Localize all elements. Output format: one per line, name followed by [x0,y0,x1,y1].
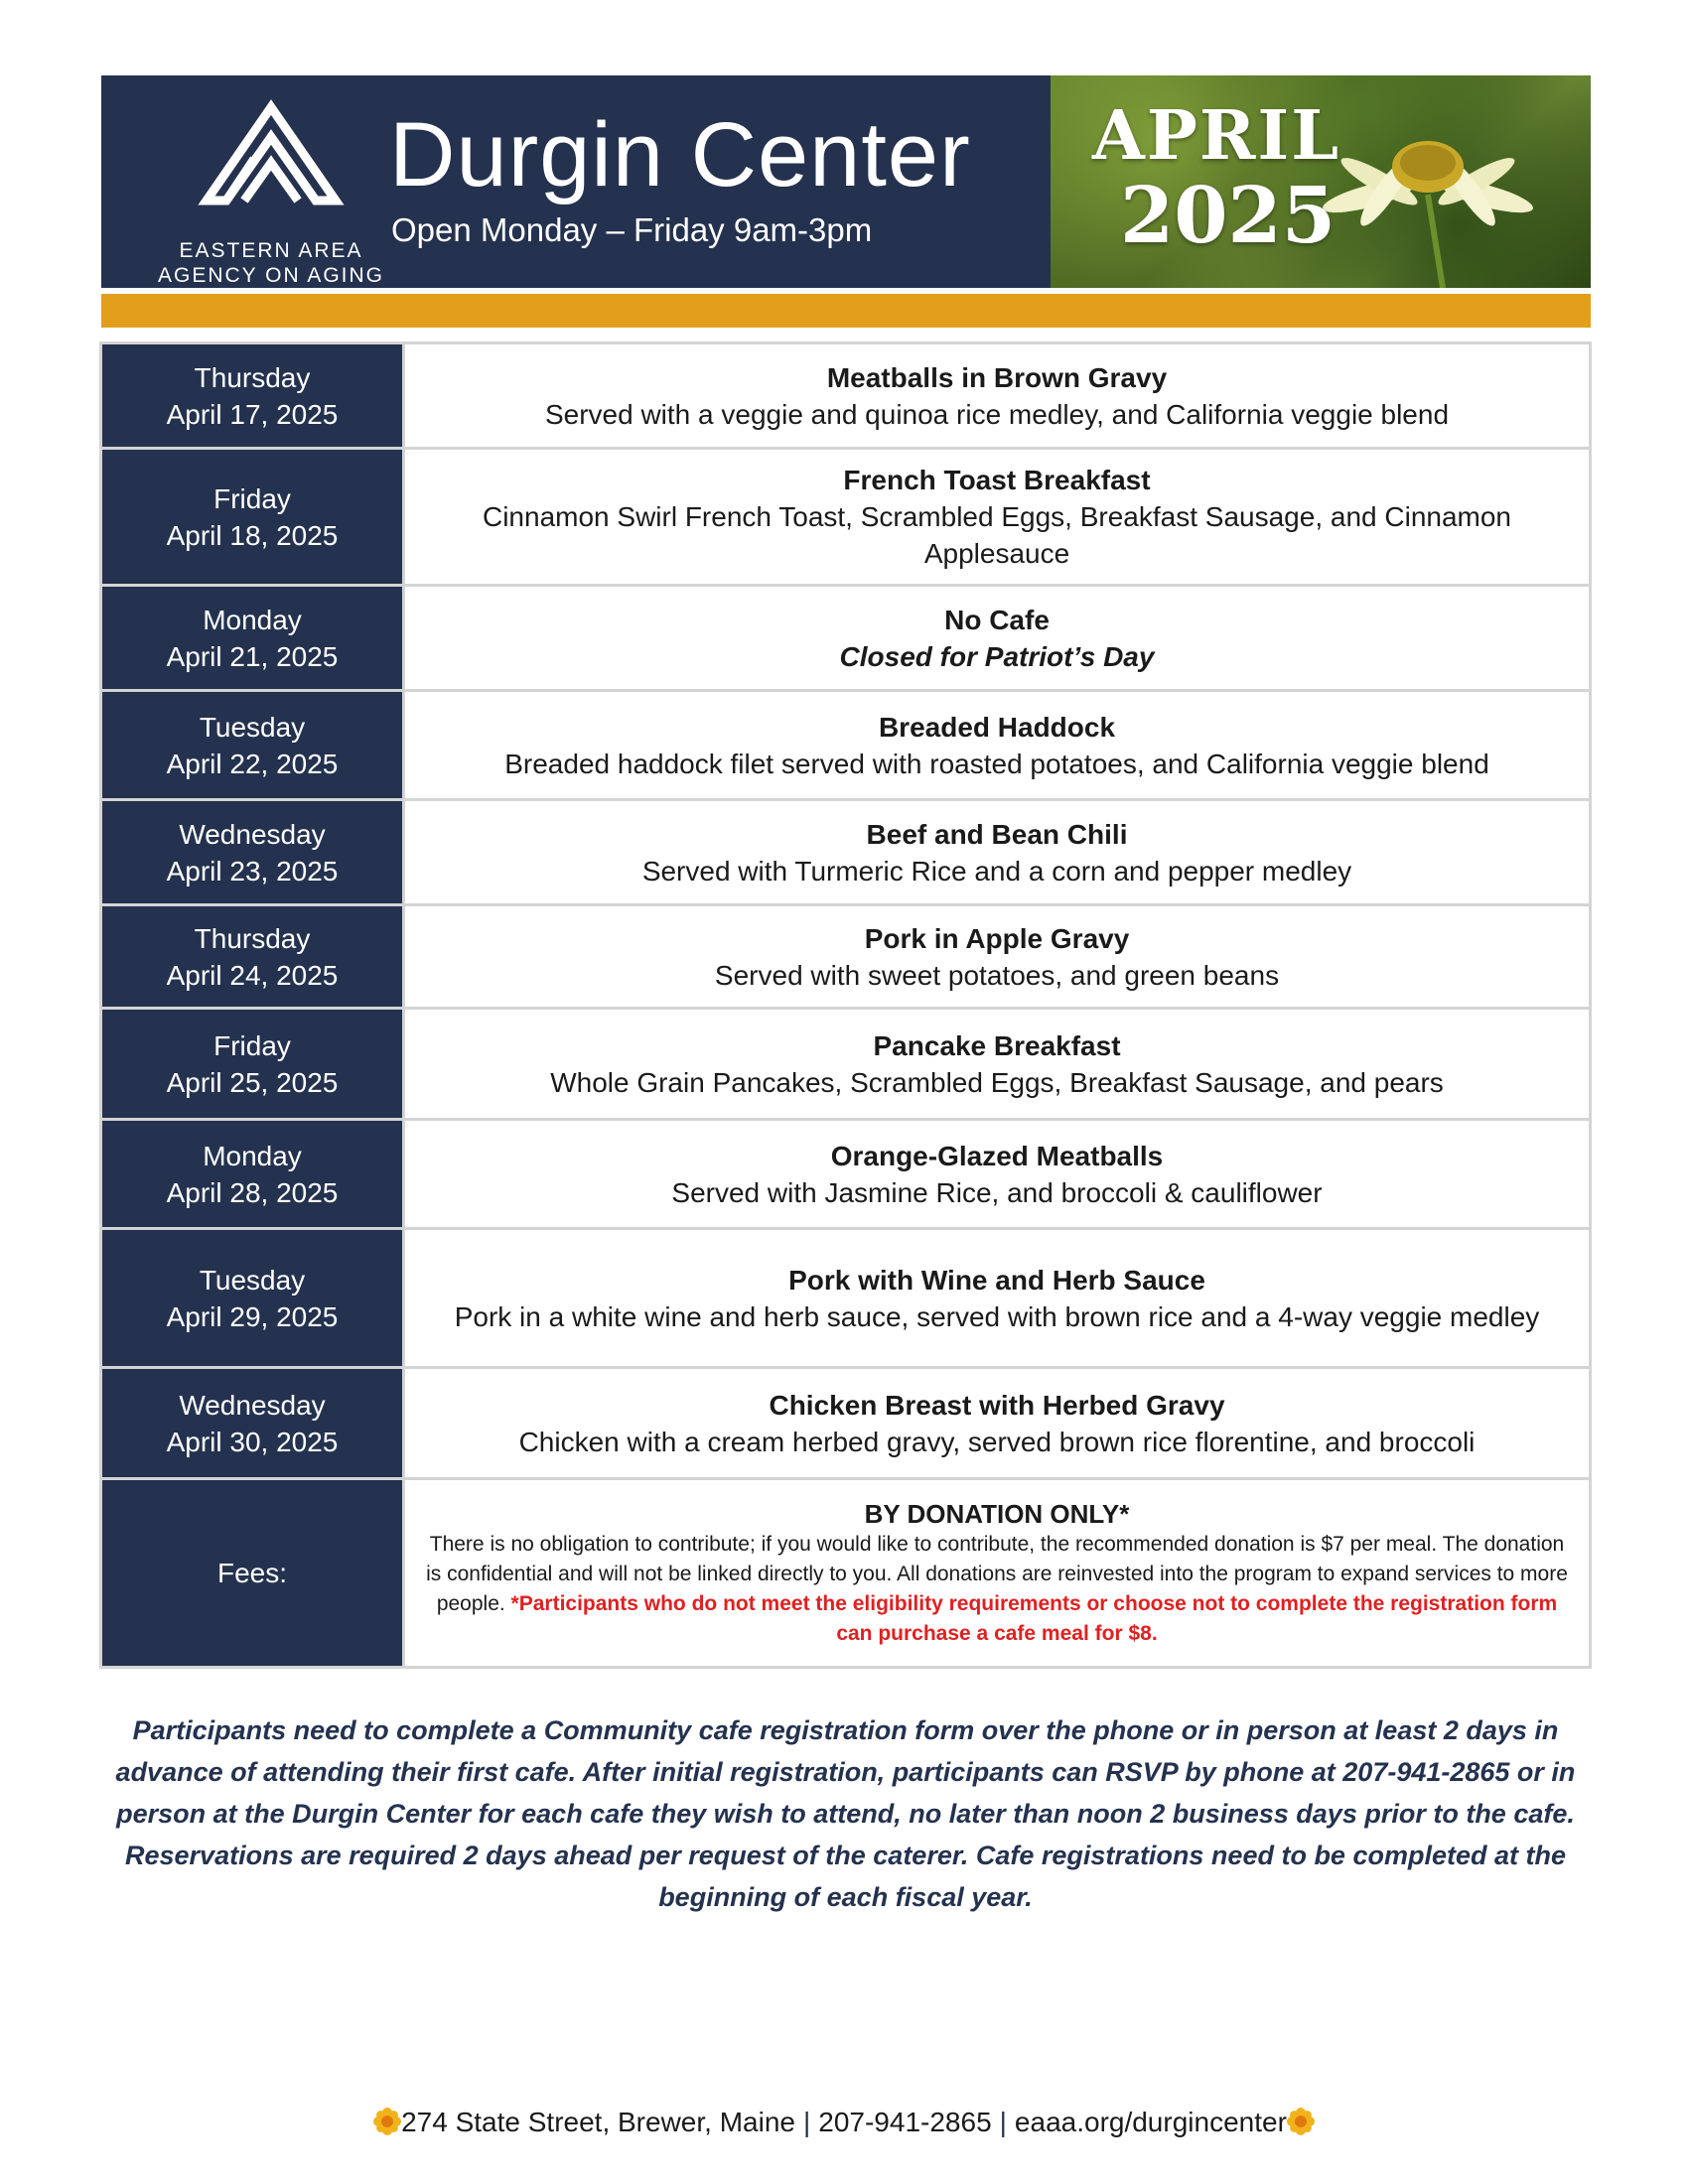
meal-name: Chicken Breast with Herbed Gravy [769,1389,1225,1421]
date: April 24, 2025 [166,959,339,991]
menu-row [101,449,1591,586]
menu-date-cell [101,1368,404,1479]
date: April 23, 2025 [166,855,339,887]
flower-icon [1287,2108,1315,2135]
date: April 25, 2025 [166,1066,339,1098]
menu-meal-cell [404,691,1591,800]
menu-row [101,1009,1591,1120]
footer-separator: | [802,2107,811,2137]
org-name-line2: AGENCY ON AGING [158,264,384,287]
fees-row [101,1479,1591,1668]
agency-logo-icon [197,99,346,208]
weekday: Tuesday [199,711,306,743]
date: April 29, 2025 [166,1300,339,1332]
menu-row [101,905,1591,1009]
menu-date-cell [101,800,404,905]
menu-row [101,800,1591,905]
menu-row [101,1368,1591,1479]
page-header [101,75,1591,288]
menu-meal-cell [404,1009,1591,1120]
menu-date-cell [101,691,404,800]
footer-address: 274 State Street, Brewer, Maine [401,2107,795,2137]
meal-name: Pork with Wine and Herb Sauce [788,1264,1205,1296]
meal-name: Pork in Apple Gravy [864,922,1130,954]
meal-description: Served with sweet potatoes, and green beans [714,959,1280,991]
menu-date-cell [101,1229,404,1368]
weekday: Thursday [194,922,311,954]
menu-table [99,341,1592,1669]
page-footer [0,2103,1688,2142]
meal-description: Breaded haddock filet served with roasted potatoes, and California veggie blend [504,748,1489,779]
date: April 30, 2025 [166,1426,339,1457]
meal-description: Served with Turmeric Rice and a corn and pepper medley [641,855,1352,887]
menu-date-cell [101,1120,404,1229]
menu-meal-cell [404,449,1591,586]
page-title: Durgin Center [389,104,971,205]
hours-subtitle: Open Monday – Friday 9am-3pm [391,211,873,248]
weekday: Monday [203,604,302,635]
header-photo [1051,75,1591,288]
meal-name: Meatballs in Brown Gravy [826,361,1168,393]
menu-row [101,343,1591,449]
weekday: Wednesday [179,1389,326,1421]
date: April 21, 2025 [166,640,339,672]
meal-name: No Cafe [944,604,1050,635]
fees-details [404,1479,1591,1668]
fees-label: Fees: [101,1479,404,1668]
weekday: Wednesday [179,818,326,850]
org-name-line1: EASTERN AREA [179,239,363,262]
fees-heading: BY DONATION ONLY* [864,1498,1130,1529]
menu-row [101,1229,1591,1368]
menu-meal-cell [404,800,1591,905]
menu-date-cell [101,586,404,691]
date: April 22, 2025 [166,748,339,779]
closure-note: Closed for Patriot’s Day [839,640,1155,672]
eligibility-note: *Participants who do not meet the eligibility requirements or choose not to complete the registration form can purchase a cafe meal for $8. [510,1591,1558,1645]
meal-name: Orange-Glazed Meatballs [830,1140,1164,1171]
menu-meal-cell [404,343,1591,449]
menu-date-cell [101,1009,404,1120]
menu-date-cell [101,343,404,449]
meal-name: Pancake Breakfast [873,1029,1121,1061]
meal-description: Served with a veggie and quinoa rice medley, and California veggie blend [544,398,1450,430]
menu-meal-cell [404,905,1591,1009]
meal-name: Beef and Bean Chili [866,818,1128,850]
footer-website[interactable]: eaaa.org/durgincenter [1014,2107,1287,2137]
meal-name: Breaded Haddock [878,711,1116,743]
date: April 28, 2025 [166,1176,339,1208]
meal-description: Cinnamon Swirl French Toast, Scrambled Eggs, Breakfast Sausage, and Cinnamon Applesauce [482,501,1511,569]
menu-meal-cell [404,1120,1591,1229]
menu-meal-cell [404,1368,1591,1479]
flower-icon [373,2108,401,2135]
footer-separator: | [999,2107,1007,2137]
month-label: APRIL [1092,96,1341,176]
weekday: Tuesday [199,1264,306,1296]
menu-row [101,1120,1591,1229]
weekday: Friday [213,1029,291,1061]
weekday: Friday [213,482,291,514]
menu-date-cell [101,449,404,586]
agency-logo [127,99,415,287]
menu-row [101,586,1591,691]
fees-body [425,1530,1569,1649]
meal-description: Whole Grain Pancakes, Scrambled Eggs, Breakfast Sausage, and pears [550,1066,1444,1098]
date: April 17, 2025 [166,398,339,430]
weekday: Monday [203,1140,302,1171]
year-label: 2025 [1120,171,1336,261]
menu-meal-cell [404,1229,1591,1368]
menu-meal-cell [404,586,1591,691]
fees-body-text: There is no obligation to contribute; if you would like to contribute, the recommended donation is $7 per meal. The donation is confidential and will not be linked directly to you. All donations are reinvested into the program to expand services to more people. [426,1532,1568,1615]
weekday: Thursday [194,361,311,393]
menu-row [101,691,1591,800]
meal-name: French Toast Breakfast [843,465,1151,495]
meal-description: Chicken with a cream herbed gravy, served brown rice florentine, and broccoli [518,1426,1476,1457]
meal-description: Served with Jasmine Rice, and broccoli & cauliflower [671,1176,1323,1208]
menu-date-cell [101,905,404,1009]
footer-phone[interactable]: 207-941-2865 [818,2107,992,2137]
meal-description: Pork in a white wine and herb sauce, served with brown rice and a 4-way veggie medley [454,1300,1540,1332]
accent-bar [101,294,1591,328]
date: April 18, 2025 [166,519,339,551]
registration-notice: Participants need to complete a Community cafe registration form over the phone or in person at least 2 days in advance of attending their first cafe. After initial registration, participants can RSVP by phone at 207-941-2865 or in person at the Durgin Center for each cafe they wish to attend, no later than noon 2 business days prior to the cafe. Reservations are required 2 days ahead per request of the caterer. Cafe registrations need to be completed at the beginning of each fiscal year. [115,1715,1576,1912]
